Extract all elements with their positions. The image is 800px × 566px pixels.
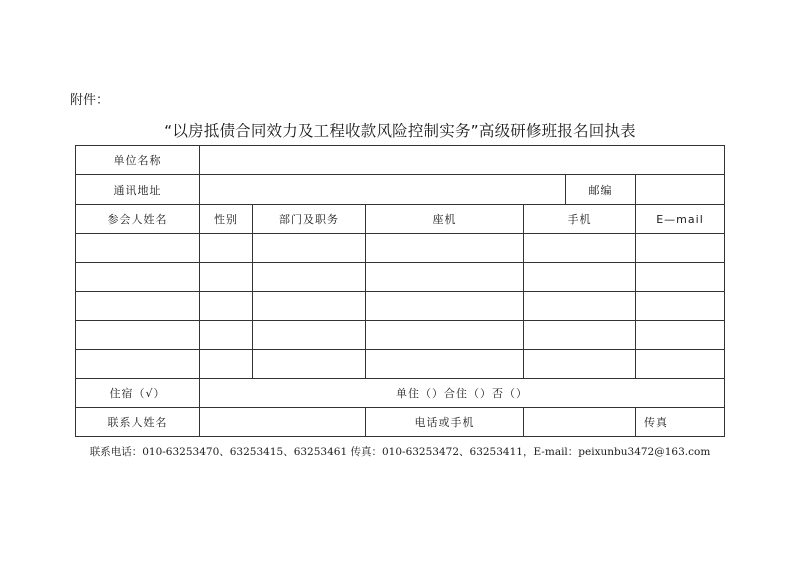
header-row xyxy=(76,205,725,234)
contact-footer: 联系电话：010-63253470、63253415、63253461 传真：010-63253472、63253411，E-mail：peixunbu3472@163.com xyxy=(89,446,711,458)
attendee-name-cell[interactable] xyxy=(76,350,200,379)
fax-label-and-field[interactable] xyxy=(636,408,725,437)
attendee-phone-cell[interactable] xyxy=(366,321,524,350)
attendee-gender-cell[interactable] xyxy=(200,263,253,292)
attendee-row xyxy=(76,350,725,379)
attendee-row xyxy=(76,234,725,263)
attendee-mobile-cell[interactable] xyxy=(524,292,636,321)
attendee-gender-cell[interactable] xyxy=(200,234,253,263)
fax-label: 传真 xyxy=(644,416,668,429)
attendee-email-cell[interactable] xyxy=(636,234,725,263)
registration-form-table xyxy=(75,145,725,437)
attendee-email-cell[interactable] xyxy=(636,292,725,321)
attendee-name-cell[interactable] xyxy=(76,234,200,263)
attendee-mobile-cell[interactable] xyxy=(524,321,636,350)
header-gender: 性别 xyxy=(200,205,253,234)
attendee-name-cell[interactable] xyxy=(76,321,200,350)
contact-name-label: 联系人姓名 xyxy=(76,408,200,437)
contact-name-field[interactable] xyxy=(200,408,366,437)
attendee-email-cell[interactable] xyxy=(636,350,725,379)
accommodation-options[interactable]: 单住（）合住（）否（） xyxy=(200,379,725,408)
attendee-phone-cell[interactable] xyxy=(366,234,524,263)
unit-name-label: 单位名称 xyxy=(76,146,200,175)
header-dept: 部门及职务 xyxy=(253,205,366,234)
form-title: “以房抵债合同效力及工程收款风险控制实务”高级研修班报名回执表 xyxy=(164,122,636,140)
header-name: 参会人姓名 xyxy=(76,205,200,234)
unit-name-field[interactable] xyxy=(200,146,725,175)
attendee-email-cell[interactable] xyxy=(636,263,725,292)
unit-name-row xyxy=(76,146,725,175)
header-phone: 座机 xyxy=(366,205,524,234)
header-email: E—mail xyxy=(636,205,725,234)
attendee-row xyxy=(76,321,725,350)
attendee-mobile-cell[interactable] xyxy=(524,263,636,292)
attendee-phone-cell[interactable] xyxy=(366,263,524,292)
attendee-mobile-cell[interactable] xyxy=(524,350,636,379)
address-row xyxy=(76,175,725,205)
attendee-dept-cell[interactable] xyxy=(253,263,366,292)
attendee-mobile-cell[interactable] xyxy=(524,234,636,263)
address-field[interactable] xyxy=(200,175,566,205)
attendee-name-cell[interactable] xyxy=(76,263,200,292)
contact-row xyxy=(76,408,725,437)
accommodation-row xyxy=(76,379,725,408)
accommodation-label: 住宿（√） xyxy=(76,379,200,408)
attendee-phone-cell[interactable] xyxy=(366,292,524,321)
attendee-dept-cell[interactable] xyxy=(253,321,366,350)
attendee-gender-cell[interactable] xyxy=(200,292,253,321)
attendee-row xyxy=(76,292,725,321)
attendee-phone-cell[interactable] xyxy=(366,350,524,379)
attachment-label: 附件： xyxy=(70,93,110,108)
attendee-name-cell[interactable] xyxy=(76,292,200,321)
attendee-dept-cell[interactable] xyxy=(253,350,366,379)
attendee-gender-cell[interactable] xyxy=(200,321,253,350)
attendee-row xyxy=(76,263,725,292)
header-mobile: 手机 xyxy=(524,205,636,234)
attendee-dept-cell[interactable] xyxy=(253,234,366,263)
address-label: 通讯地址 xyxy=(76,175,200,205)
contact-phone-label: 电话或手机 xyxy=(366,408,524,437)
postcode-label: 邮编 xyxy=(566,175,636,205)
attendee-dept-cell[interactable] xyxy=(253,292,366,321)
contact-phone-field[interactable] xyxy=(524,408,636,437)
attendee-email-cell[interactable] xyxy=(636,321,725,350)
attendee-gender-cell[interactable] xyxy=(200,350,253,379)
postcode-field[interactable] xyxy=(636,175,725,205)
